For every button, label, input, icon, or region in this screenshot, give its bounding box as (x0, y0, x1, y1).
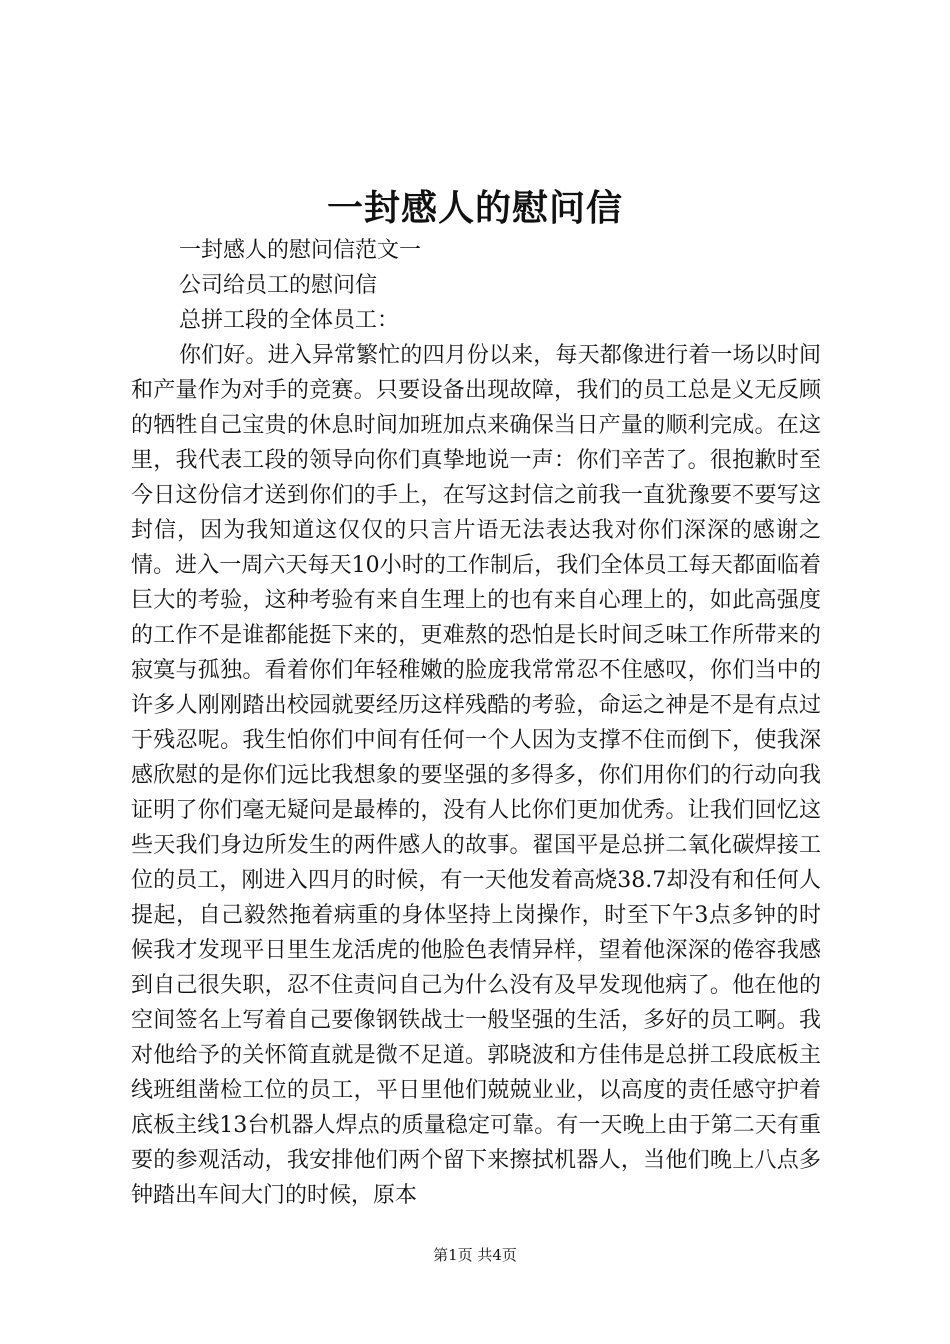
paragraph-letter-heading: 公司给员工的慰问信 (179, 273, 378, 298)
document-body (131, 233, 821, 1213)
document-title: 一封感人的慰问信 (326, 187, 623, 229)
paragraph-subtitle: 一封感人的慰问信范文一 (179, 238, 422, 263)
page-footer: 第1页 共4页 (433, 1246, 517, 1264)
paragraph-body: 你们好。进入异常繁忙的四月份以来，每天都像进行着一场以时间和产量作为对手的竞赛。只要设备出现故障，我们的员工总是义无反顾的牺牲自己宝贵的休息时间加班加点来确保当日产量的顺利完成。在这里，我代表工段的领导向你们真挚地说一声：你们辛苦了。很抱歉时至今日这份信才送到你们的手上，在写这封信之前我一直犹豫要不要写这封信，因为我知道这仅仅的只言片语无法表达我对你们深深的感谢之情。进入一周六天每天10小时的工作制后，我们全体员工每天都面临着巨大的考验，这种考验有来自生理上的也有来自心理上的，如此高强度的工作不是谁都能挺下来的，更难熬的恐怕是长时间乏味工作所带来的寂寞与孤独。看着你们年轻稚嫩的脸庞我常常忍不住感叹，你们当中的许多人刚刚踏出校园就要经历这样残酷的考验，命运之神是不是有点过于残忍呢。我生怕你们中间有任何一个人因为支撑不住而倒下，使我深感欣慰的是你们远比我想象的要坚强的多得多，你们用你们的行动向我证明了你们毫无疑问是最棒的，没有人比你们更加优秀。让我们回忆这些天我们身边所发生的两件感人的故事。翟国平是总拼二氧化碳焊接工位的员工，刚进入四月的时候，有一天他发着高烧38.7却没有和任何人提起，自己毅然拖着病重的身体坚持上岗操作，时至下午3点多钟的时候我才发现平日里生龙活虎的他脸色表情异样，望着他深深的倦容我感到自己很失职，忍不住责问自己为什么没有及早发现他病了。他在他的空间签名上写着自己要像钢铁战士一般坚强的生活，多好的员工啊。我对他给予的关怀简直就是微不足道。郭晓波和方佳伟是总拼工段底板主线班组凿检工位的员工，平日里他们兢兢业业，以高度的责任感守护着底板主线13台机器人焊点的质量稳定可靠。有一天晚上由于第二天有重要的参观活动，我安排他们两个留下来擦拭机器人，当他们晚上八点多钟踏出车间大门的时候，原本 (131, 343, 821, 1208)
paragraph-salutation: 总拼工段的全体员工： (179, 308, 400, 333)
